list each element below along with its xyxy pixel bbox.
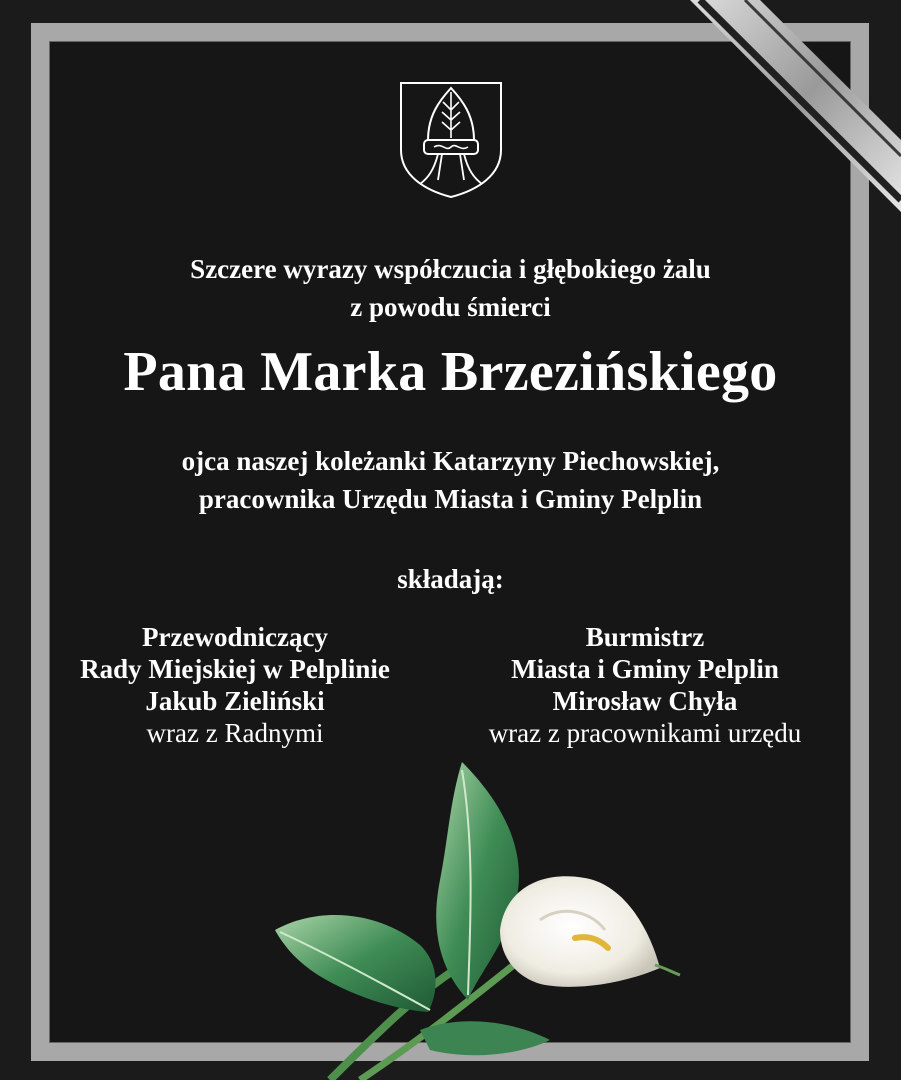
left-signer-office: Rady Miejskiej w Pelplinie — [80, 654, 390, 684]
right-signer-title: Burmistrz — [585, 622, 705, 652]
deceased-name: Pana Marka Brzezińskiego — [123, 341, 778, 403]
intro-line-2: z powodu śmierci — [350, 292, 551, 322]
left-signer-name: Jakub Zieliński — [145, 686, 325, 716]
right-signer-office: Miasta i Gminy Pelplin — [511, 654, 779, 684]
left-signer-title: Przewodniczący — [142, 622, 328, 652]
left-signer-with: wraz z Radnymi — [146, 718, 324, 748]
desc-line-1: ojca naszej koleżanki Katarzyny Piechowskiej, — [181, 446, 720, 476]
intro-line-1: Szczere wyrazy współczucia i głębokiego żalu — [190, 254, 711, 284]
right-signer-name: Mirosław Chyła — [552, 686, 738, 716]
desc-line-2: pracownika Urzędu Miasta i Gminy Pelplin — [198, 484, 703, 514]
signers-intro: składają: — [397, 564, 504, 594]
right-signer-with: wraz z pracownikami urzędu — [488, 718, 802, 748]
